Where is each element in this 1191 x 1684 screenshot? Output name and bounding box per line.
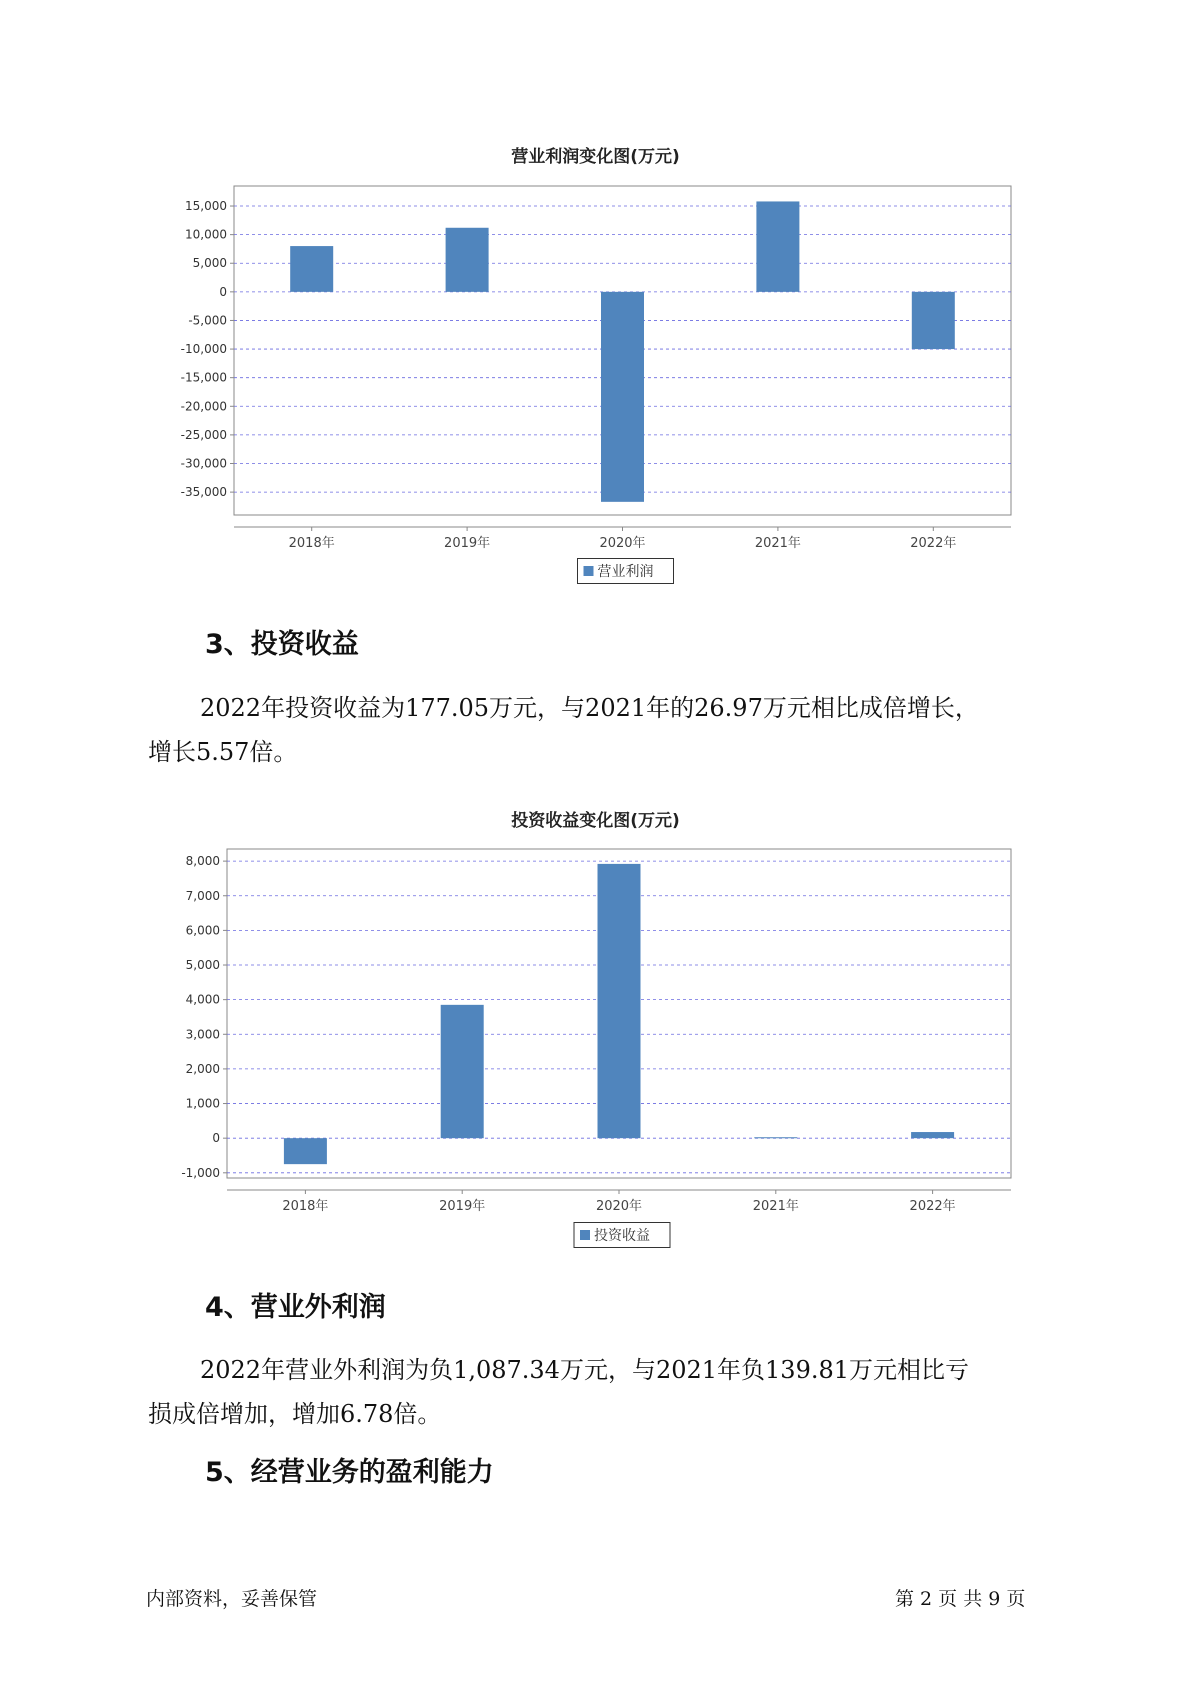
y-tick-label: 7,000 bbox=[185, 888, 220, 903]
y-tick-label: -30,000 bbox=[180, 456, 227, 471]
non-operating-paragraph-line-1: 2022年营业外利润为负1,087.34万元，与2021年负139.81万元相比亏 bbox=[200, 1356, 970, 1384]
y-tick-label: 8,000 bbox=[185, 854, 220, 869]
x-tick-label: 2019年 bbox=[439, 1199, 486, 1214]
legend-label: 营业利润 bbox=[597, 564, 654, 580]
y-tick-label: 5,000 bbox=[185, 958, 220, 973]
y-tick-label: 6,000 bbox=[185, 923, 220, 938]
footer-confidential-note: 内部资料，妥善保管 bbox=[146, 1588, 318, 1610]
y-tick-label: -35,000 bbox=[180, 485, 227, 500]
y-tick-label: 1,000 bbox=[185, 1096, 220, 1111]
investment-paragraph-line-2: 增长5.57倍。 bbox=[148, 738, 298, 766]
y-tick-label: -10,000 bbox=[180, 342, 227, 357]
x-tick-label: 2021年 bbox=[752, 1199, 799, 1214]
y-tick-label: 3,000 bbox=[185, 1027, 220, 1042]
y-tick-label: 5,000 bbox=[192, 256, 227, 271]
legend-label: 投资收益 bbox=[594, 1228, 650, 1244]
section-heading-non-operating: 4、营业外利润 bbox=[205, 1292, 386, 1323]
footer-page-number: 第 2 页 共 9 页 bbox=[895, 1588, 1026, 1610]
x-tick-label: 2019年 bbox=[444, 536, 491, 551]
x-tick-label: 2021年 bbox=[754, 536, 801, 551]
x-tick-label: 2018年 bbox=[282, 1199, 329, 1214]
x-tick-label: 2018年 bbox=[288, 536, 335, 551]
y-tick-label: -1,000 bbox=[181, 1165, 220, 1180]
non-operating-paragraph bbox=[148, 1348, 1048, 1436]
y-tick-label: 2,000 bbox=[185, 1061, 220, 1076]
y-tick-label: 0 bbox=[219, 284, 227, 299]
y-tick-label: -20,000 bbox=[180, 399, 227, 414]
bar bbox=[754, 1137, 797, 1138]
y-tick-label: 4,000 bbox=[185, 992, 220, 1007]
operating-profit-chart-title: 营业利润变化图(万元) bbox=[511, 147, 680, 167]
y-tick-label: -25,000 bbox=[180, 427, 227, 442]
bar bbox=[284, 1138, 327, 1164]
legend-swatch bbox=[580, 1230, 590, 1240]
y-tick-label: -15,000 bbox=[180, 370, 227, 385]
y-tick-label: -5,000 bbox=[188, 313, 227, 328]
section-heading-profitability: 5、经营业务的盈利能力 bbox=[205, 1457, 494, 1488]
y-tick-label: 0 bbox=[212, 1131, 220, 1146]
y-tick-label: 15,000 bbox=[185, 199, 227, 214]
x-tick-label: 2020年 bbox=[599, 536, 646, 551]
bar bbox=[598, 864, 641, 1138]
investment-income-chart-title: 投资收益变化图(万元) bbox=[511, 811, 680, 831]
section-heading-investment: 3、投资收益 bbox=[205, 629, 359, 660]
x-tick-label: 2022年 bbox=[910, 536, 957, 551]
x-tick-label: 2022年 bbox=[909, 1199, 956, 1214]
non-operating-paragraph-line-2: 损成倍增加，增加6.78倍。 bbox=[148, 1400, 442, 1428]
investment-paragraph-line-1: 2022年投资收益为177.05万元，与2021年的26.97万元相比成倍增长， bbox=[200, 694, 979, 722]
y-tick-label: 10,000 bbox=[185, 227, 227, 242]
bar bbox=[441, 1005, 484, 1138]
bar bbox=[911, 1132, 954, 1138]
x-tick-label: 2020年 bbox=[595, 1199, 643, 1214]
